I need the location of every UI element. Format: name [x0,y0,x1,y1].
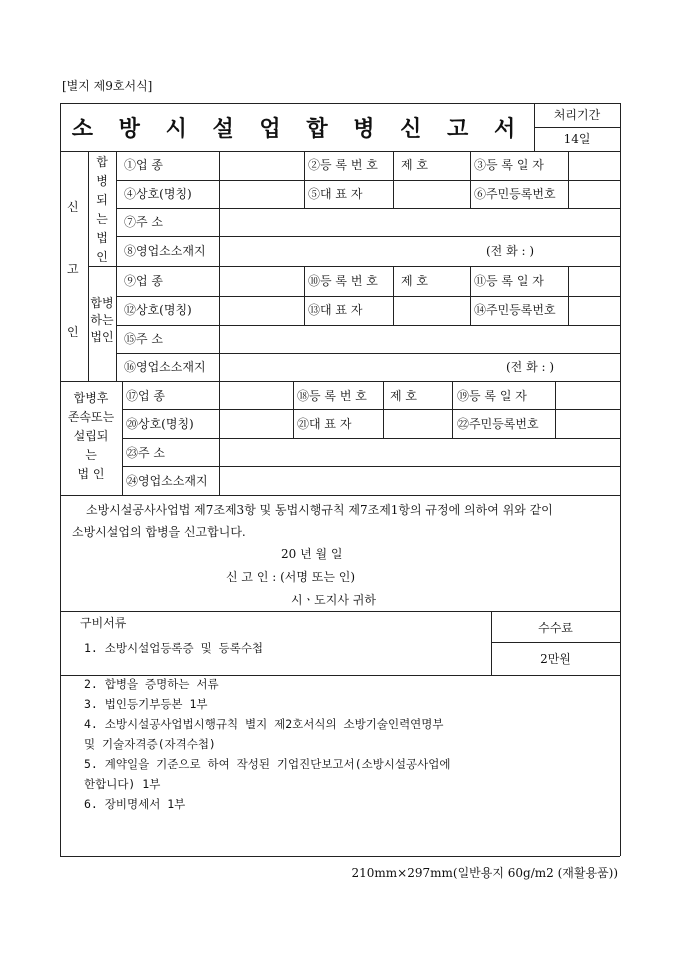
line [452,381,453,438]
document-item: 2. 합병을 증명하는 서류 [84,677,219,691]
merged-corp-label [90,153,114,267]
after-corp-label [61,389,121,484]
after-label-line: 설립되 [73,429,109,443]
line [470,266,471,325]
line [568,151,569,208]
merging-office-label: ⑯영업소소재지 [124,360,206,374]
after-rrn-label: ㉒주민등록번호 [457,417,539,431]
merging-reg-no-label: ⑩등 록 번 호 [308,274,378,288]
merging-business-label: ⑨업 종 [124,274,163,288]
merged-office-label: ⑧영업소소재지 [124,244,206,258]
line [383,381,384,438]
declaration-line-2: 소방시설업의 합병을 신고합니다. [72,525,246,539]
after-business-label: ⑰업 종 [126,389,165,403]
reporter-label-3: 인 [67,325,79,339]
merging-label-line: 법인 [90,330,114,344]
line [491,642,620,643]
form-title: 소 방 시 설 업 합 병 신 고 서 [71,116,525,142]
line [470,151,471,208]
merged-label-char: 인 [96,250,108,264]
after-label-line: 법 인 [77,467,105,481]
merged-label-char: 되 [96,193,108,207]
processing-value: 14일 [563,132,591,146]
merged-reg-no-label: ②등 록 번 호 [308,158,378,172]
fee-label: 수수료 [538,621,573,635]
after-label-line: 존속또는 [67,410,115,424]
frame-right [620,103,621,856]
merging-label-line: 하는 [90,313,114,327]
line [393,151,394,208]
line [122,466,620,467]
line [116,180,620,181]
line [116,236,620,237]
line [60,151,620,152]
line [568,266,569,325]
after-rep-label: ㉑대 표 자 [297,417,352,431]
merging-corp-label [89,295,115,346]
form-id: [별지 제9호서식] [62,79,153,93]
merging-label-line: 합병 [90,296,114,310]
processing-label: 처리기간 [553,108,601,122]
line [88,266,620,267]
frame-top [60,103,620,104]
merging-rep-label: ⑬대 표 자 [308,303,363,317]
after-label-line: 합병후 [73,391,109,405]
line [219,325,220,381]
merging-name-label: ⑫상호(명칭) [124,303,192,317]
merged-phone: (전 화 : ) [486,244,535,258]
after-name-label: ⑳상호(명칭) [126,417,194,431]
declaration-reporter: 신 고 인 : (서명 또는 인) [226,570,356,584]
line [116,208,620,209]
line [60,381,620,382]
after-reg-no-label: ⑱등 록 번 호 [297,389,367,403]
line [116,151,117,381]
line [122,438,620,439]
reporter-label-2: 고 [67,262,79,276]
merged-rrn-label: ⑥주민등록번호 [474,187,556,201]
line [219,381,220,495]
line [60,675,620,676]
document-item: 4. 소방시설공사업법시행규칙 별지 제2호서식의 소방기술인력연명부 [84,717,444,731]
document-item: 5. 계약일을 기준으로 하여 작성된 기업진단보고서(소방시설공사업에 [84,757,451,771]
line [555,381,556,438]
line [60,495,620,496]
merged-business-label: ①업 종 [124,158,163,172]
merged-rep-label: ⑤대 표 자 [308,187,363,201]
merging-phone: (전 화 : ) [506,360,555,374]
line [219,266,220,325]
paper-spec: 210mm×297mm(일반용지 60g/m2 (재활용품)) [351,866,618,880]
merged-reg-date-label: ③등 록 일 자 [474,158,544,172]
merged-name-label: ④상호(명칭) [124,187,192,201]
line [219,236,220,266]
fee-value: 2만원 [540,652,571,666]
reporter-label-1: 신 [67,200,79,214]
processing-divider [534,127,620,128]
declaration-addressee: 시ㆍ도지사 귀하 [291,593,376,607]
document-item: 1. 소방시설업등록증 및 등록수첩 [84,641,264,655]
line [304,151,305,208]
merging-reg-no-value: 제 호 [401,274,428,288]
merged-label-char: 병 [96,174,108,188]
declaration-line-1: 소방시설공사사업법 제7조제3항 및 동법시행규칙 제7조제1항의 규정에 의하여 위와 같이 [86,503,553,517]
line [393,266,394,325]
merged-label-char: 법 [96,231,108,245]
line [122,381,123,495]
documents-label: 구비서류 [80,616,127,630]
declaration-date: 20 년 월 일 [281,547,343,561]
document-item: 한합니다) 1부 [84,777,161,791]
frame-bottom [60,856,620,857]
document-item: 6. 장비명세서 1부 [84,797,186,811]
merging-rrn-label: ⑭주민등록번호 [474,303,556,317]
line [122,409,620,410]
merged-label-char: 합 [96,155,108,169]
document-item: 및 기술자격증(자격수첩) [84,737,216,751]
after-reg-no-value: 제 호 [390,389,417,403]
line [116,353,620,354]
line [60,611,620,612]
after-reg-date-label: ⑲등 록 일 자 [457,389,527,403]
merging-address-label: ⑮주 소 [124,332,163,346]
after-address-label: ㉓주 소 [126,446,165,460]
line [219,208,220,236]
line [304,266,305,325]
merged-reg-no-value: 제 호 [401,158,428,172]
line [116,296,620,297]
merged-address-label: ⑦주 소 [124,215,163,229]
merging-reg-date-label: ⑪등 록 일 자 [474,274,544,288]
after-label-line: 는 [85,448,97,462]
merged-label-char: 는 [96,212,108,226]
line [116,325,620,326]
line [88,151,89,381]
line [219,151,220,208]
line [293,381,294,438]
after-office-label: ㉔영업소소재지 [126,474,208,488]
document-item: 3. 법인등기부등본 1부 [84,697,208,711]
